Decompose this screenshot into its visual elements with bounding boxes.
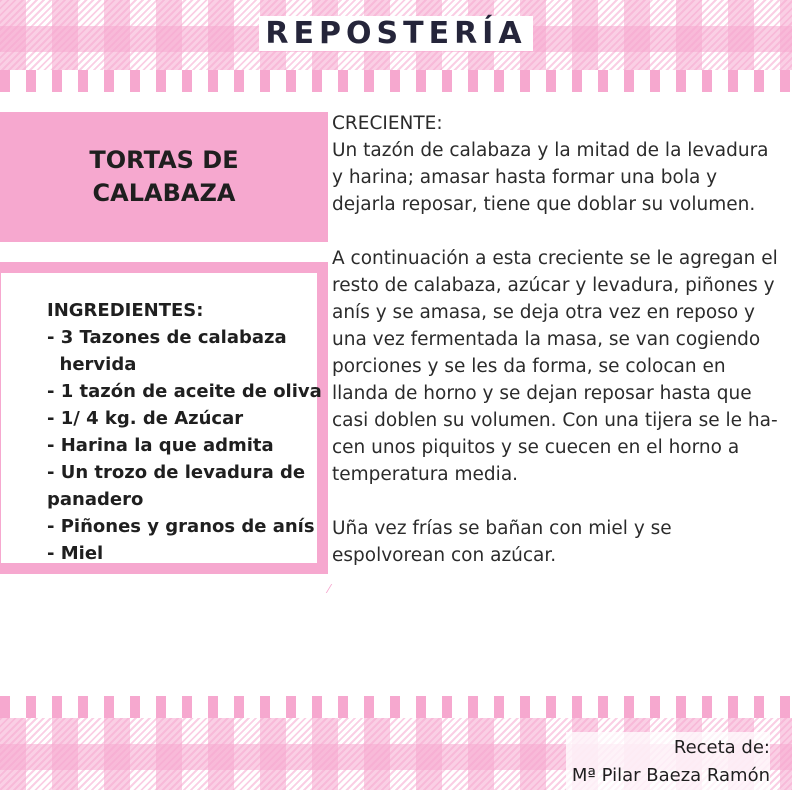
ingredient-item: - 1 tazón de aceite de oliva [47,381,322,402]
instructions-paragraph: Uña vez frías se bañan con miel y se espolvorean con azúcar. [332,518,672,566]
recipe-title-box [0,112,328,242]
credit-label: Receta de: [673,737,770,758]
ingredient-item: - Un trozo de levadura de panadero [47,462,306,510]
ingredient-item: - Miel [47,543,104,564]
ingredient-item: - Harina la que admita [47,435,274,456]
decorative-slash-icon: ⁄ [328,582,331,596]
recipe-credit [566,732,770,790]
header-title: REPOSTERÍA [259,16,532,51]
bottom-fringe [0,696,792,718]
ingredient-item: - 1/ 4 kg. de Azúcar [47,408,244,429]
ingredient-item: - 3 Tazones de calabaza hervida [47,327,287,375]
ingredient-item: - Piñones y granos de anís [47,516,315,537]
ingredients-frame [0,262,328,574]
instructions-heading: CRECIENTE: [332,113,443,134]
ingredients-list [47,297,322,567]
instructions-paragraph: A continuación a esta creciente se le agregan el resto de calabaza, azúcar y levadura, piñones y anís y se amasa, se deja otra vez en reposo y una vez fermentada la masa, se van cogiendo porciones y se les da forma, se colocan en llanda de horno y se dejan reposar hasta que casi doblen su volumen. Con una tijera se le ha- cen unos piquitos y se cuecen en el horno a temperatura media. [332,248,778,485]
ingredients-panel [0,272,322,564]
top-fringe [0,70,792,92]
ingredients-heading: INGREDIENTES: [47,300,204,321]
instructions-paragraph: Un tazón de calabaza y la mitad de la levadura y harina; amasar hasta formar una bola y dejarla reposar, tiene que doblar su volumen. [332,140,769,215]
page-header [0,16,792,51]
credit-author: Mª Pilar Baeza Ramón [571,765,770,786]
instructions [332,110,784,596]
recipe-title: TORTAS DE CALABAZA [89,146,239,207]
